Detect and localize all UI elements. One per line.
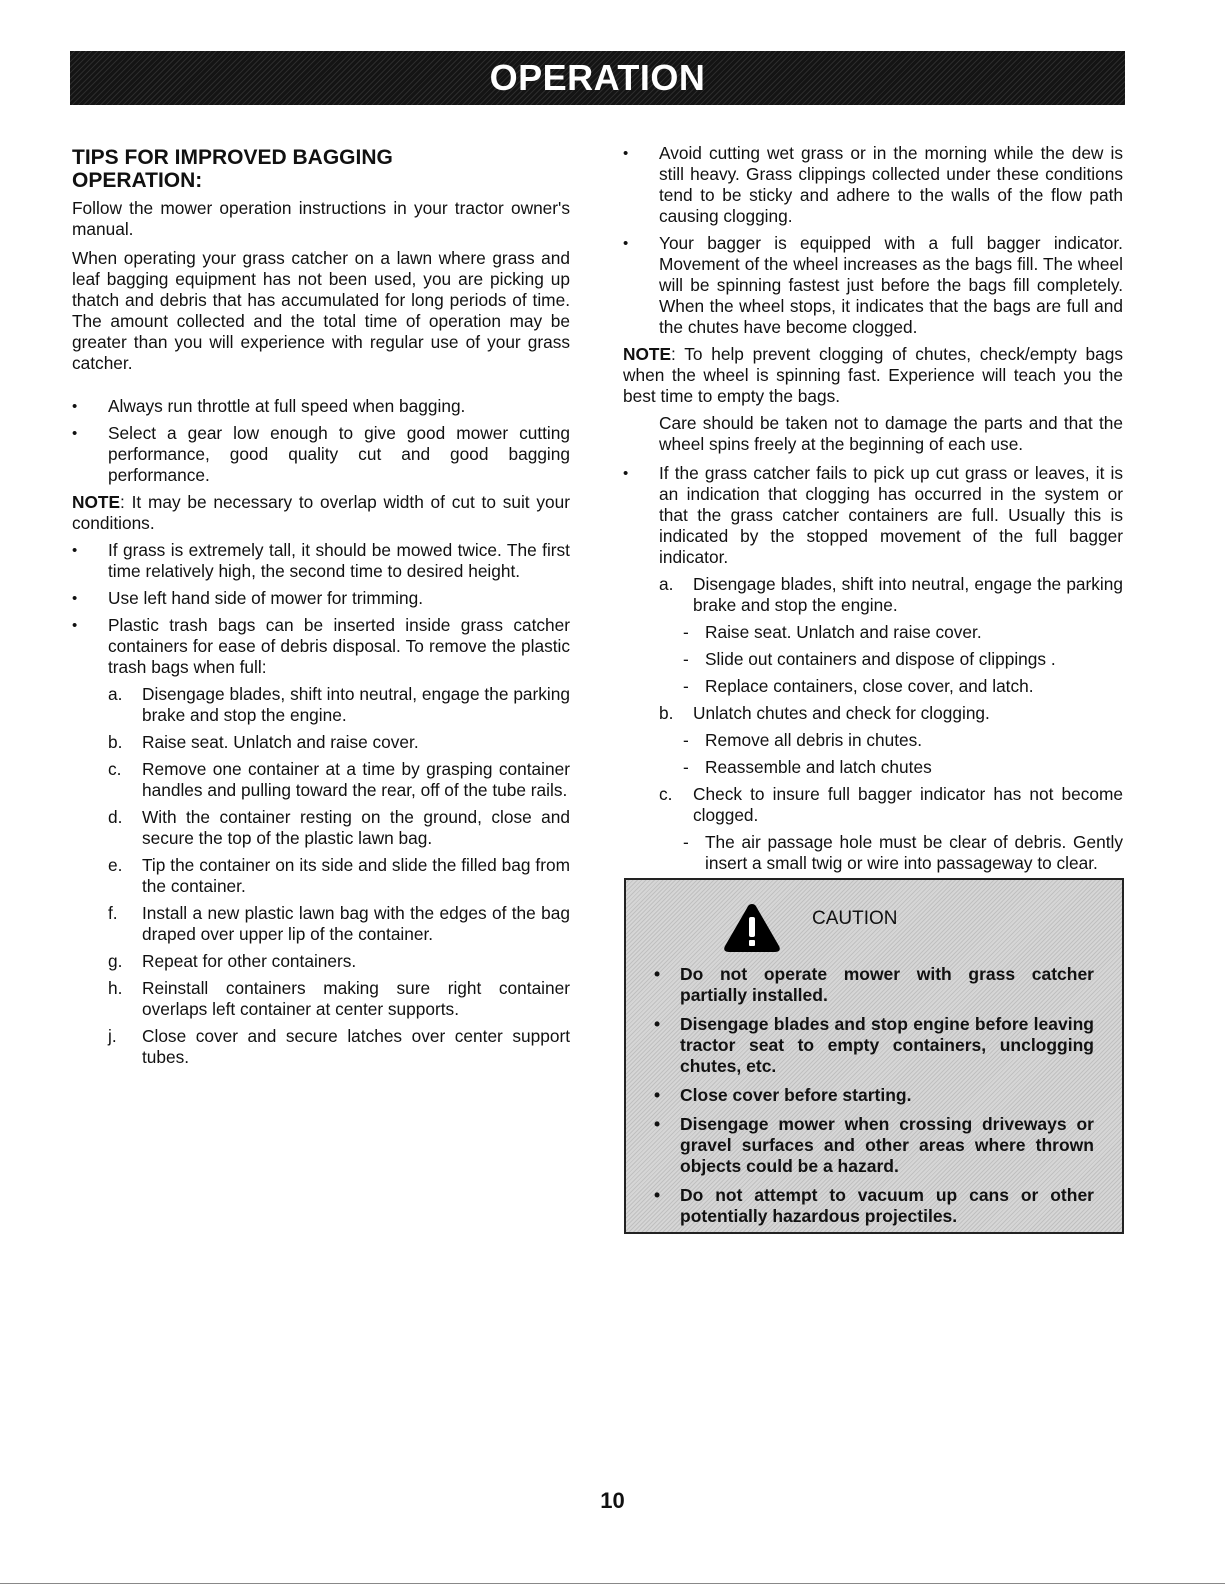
caution-label: CAUTION: [812, 908, 898, 929]
caution-item: • Do not attempt to vacuum up cans or other potentially hazardous projectiles.: [654, 1185, 1094, 1226]
bullet-icon: •: [72, 590, 78, 607]
caution-box: [624, 878, 1124, 1234]
dash-item: - Slide out containers and dispose of clippings .: [683, 649, 1056, 669]
caution-list: [654, 964, 1094, 1235]
dash-item: - Replace containers, close cover, and latch.: [683, 676, 1034, 696]
step-item: c. Check to insure full bagger indicator has not become clogged.: [659, 784, 1123, 825]
section-banner: [70, 51, 1125, 105]
dash-item: - The air passage hole must be clear of debris. Gently insert a small twig or wire into passageway to clear.: [683, 832, 1123, 873]
caution-item: • Do not operate mower with grass catcher partially installed.: [654, 964, 1094, 1005]
caution-item: • Disengage blades and stop engine before leaving tractor seat to empty containers, unclogging chutes, etc.: [654, 1014, 1094, 1076]
bullet-icon: •: [654, 1114, 661, 1134]
bullet-icon: •: [623, 145, 629, 162]
section-title-line-1: TIPS FOR IMPROVED BAGGING: [72, 146, 393, 169]
note: [623, 344, 1123, 407]
bullet-icon: •: [72, 398, 78, 415]
list-item: • Select a gear low enough to give good mower cutting performance, good quality cut and good bagging performance.: [72, 423, 570, 485]
care-paragraph: Care should be taken not to damage the parts and that the wheel spins freely at the beginning of each use.: [659, 413, 1123, 454]
section-title-line-2: OPERATION:: [72, 169, 203, 192]
intro-paragraph: Follow the mower operation instructions in your tractor owner's manual.: [72, 198, 570, 239]
bottom-rule: [0, 1583, 1225, 1584]
step-item: e. Tip the container on its side and slide the filled bag from the container.: [108, 855, 570, 896]
step-item: a. Disengage blades, shift into neutral, engage the parking brake and stop the engine.: [108, 684, 570, 725]
step-item: b. Raise seat. Unlatch and raise cover.: [108, 732, 419, 752]
page-number: 10: [600, 1488, 625, 1513]
section-title: [72, 146, 570, 192]
list-item: • Your bagger is equipped with a full bagger indicator. Movement of the wheel increases as the bags fill. The wheel will be spinning fastest just before the bags fill completely. When the wheel stops, it indicates that the bags are full and the chutes have become clogged.: [623, 233, 1123, 337]
banner-title: OPERATION: [489, 57, 706, 98]
dash-item: - Remove all debris in chutes.: [683, 730, 923, 750]
dash-item: - Raise seat. Unlatch and raise cover.: [683, 622, 982, 642]
bullet-icon: •: [654, 1085, 661, 1105]
note-label: NOTE: [623, 344, 672, 364]
caution-item: • Close cover before starting.: [654, 1085, 912, 1105]
caution-item: • Disengage mower when crossing driveways or gravel surfaces and other areas where thrown objects could be a hazard.: [654, 1114, 1094, 1176]
note-label: NOTE: [72, 492, 121, 512]
note-text: : To help prevent clogging of chutes, check/empty bags when the wheel is spinning fast. Experience will teach you the best time to empty the bags.: [623, 344, 1123, 406]
step-item: f. Install a new plastic lawn bag with the edges of the bag draped over upper lip of the container.: [108, 903, 570, 944]
bullet-icon: •: [654, 1185, 661, 1205]
list-item: • If grass is extremely tall, it should be mowed twice. The first time relatively high, the second time to desired height.: [72, 540, 570, 581]
list-item: • Use left hand side of mower for trimming.: [72, 588, 424, 608]
bullet-icon: •: [623, 235, 629, 252]
bullet-icon: •: [623, 465, 629, 482]
warning-triangle-icon: [722, 902, 782, 954]
bullet-icon: •: [72, 425, 78, 442]
step-item: c. Remove one container at a time by grasping container handles and pulling toward the rear, off of the tube rails.: [108, 759, 570, 800]
step-item: j. Close cover and secure latches over center support tubes.: [108, 1026, 570, 1067]
right-column: [623, 143, 1123, 880]
step-item: d. With the container resting on the ground, close and secure the top of the plastic lawn bag.: [108, 807, 570, 848]
bullet-icon: •: [72, 617, 78, 634]
step-item: b. Unlatch chutes and check for clogging.: [659, 703, 990, 723]
list-item: • Plastic trash bags can be inserted inside grass catcher containers for ease of debris disposal. To remove the plastic trash bags when full:: [72, 615, 570, 677]
step-item: g. Repeat for other containers.: [108, 951, 357, 971]
step-item: a. Disengage blades, shift into neutral, engage the parking brake and stop the engine.: [659, 574, 1123, 615]
body-paragraph: When operating your grass catcher on a lawn where grass and leaf bagging equipment has not been used, you are picking up thatch and debris that has accumulated for long periods of time. The amount collected and the total time of operation may be greater than you will experience with regular use of your grass catcher.: [72, 248, 570, 373]
bullet-icon: •: [72, 542, 78, 559]
list-item: • Always run throttle at full speed when bagging.: [72, 396, 466, 416]
bullet-icon: •: [654, 964, 661, 984]
list-item: • If the grass catcher fails to pick up cut grass or leaves, it is an indication that clogging has occurred in the system or that the grass catcher containers are full. Usually this is indicated by the stopped movement of the full bagger indicator.: [623, 463, 1123, 567]
left-column: [72, 140, 570, 1074]
note-text: : It may be necessary to overlap width of cut to suit your conditions.: [72, 492, 570, 533]
step-item: h. Reinstall containers making sure right container overlaps left container at center supports.: [108, 978, 570, 1019]
dash-item: - Reassemble and latch chutes: [683, 757, 932, 777]
note: [72, 492, 570, 534]
bullet-icon: •: [654, 1014, 661, 1034]
list-item: • Avoid cutting wet grass or in the morning while the dew is still heavy. Grass clippings collected under these conditions tend to be sticky and adhere to the walls of the flow path causing clogging.: [623, 143, 1123, 226]
